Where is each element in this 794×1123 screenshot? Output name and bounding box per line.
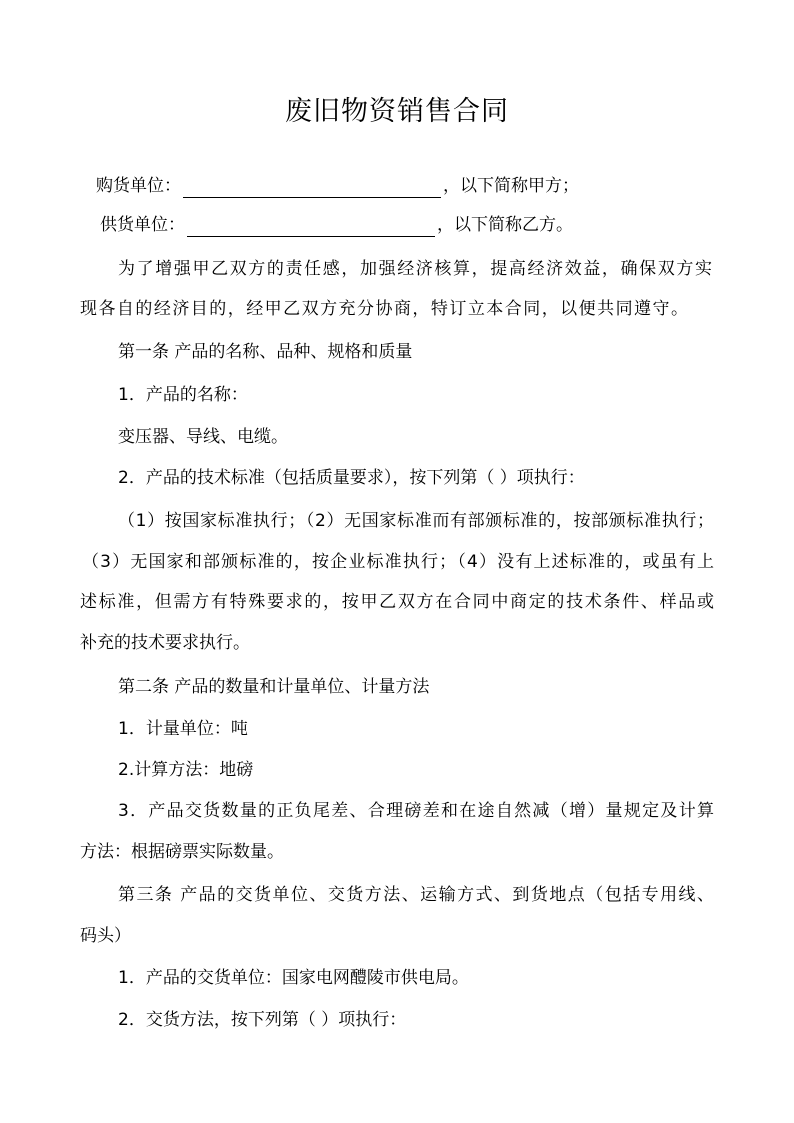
article-3-heading-line-1: 第三条 产品的交货单位、交货方法、运输方式、到货地点（包括专用线、 <box>118 885 714 905</box>
article-2-heading: 第二条 产品的数量和计量单位、计量方法 <box>118 677 430 697</box>
standards-option-line-3: 述标准，但需方有特殊要求的，按甲乙双方在合同中商定的技术条件、样品或 <box>80 592 714 612</box>
standards-option-line-1: （1）按国家标准执行；（2）无国家标准而有部颁标准的，按部颁标准执行； <box>118 511 714 531</box>
intro-line-2: 现各自的经济目的，经甲乙双方充分协商，特订立本合同，以便共同遵守。 <box>80 299 688 319</box>
standards-option-line-2: （3）无国家和部颁标准的，按企业标准执行；（4）没有上述标准的，或虽有上 <box>82 552 714 572</box>
buyer-blank-field[interactable] <box>183 179 441 198</box>
article-1-heading: 第一条 产品的名称、品种、规格和质量 <box>118 342 413 362</box>
buyer-line <box>96 174 579 198</box>
buyer-label: 购货单位： <box>96 176 181 196</box>
seller-label: 供货单位： <box>100 215 185 235</box>
article-2-item-1: 1．计量单位：吨 <box>118 719 248 739</box>
article-1-item-2: 2．产品的技术标准（包括质量要求），按下列第（ ）项执行： <box>118 468 585 488</box>
document-title: 废旧物资销售合同 <box>285 96 509 127</box>
seller-line <box>100 213 573 237</box>
intro-line-1: 为了增强甲乙双方的责任感，加强经济核算，提高经济效益，确保双方实 <box>118 259 712 279</box>
seller-blank-field[interactable] <box>187 218 435 237</box>
article-3-heading-line-2: 码头） <box>80 926 131 946</box>
article-1-item-1-value: 变压器、导线、电缆。 <box>118 427 288 447</box>
article-3-item-1: 1．产品的交货单位：国家电网醴陵市供电局。 <box>118 968 469 988</box>
seller-suffix: ，以下简称乙方。 <box>437 215 573 235</box>
buyer-suffix: ，以下简称甲方； <box>443 176 579 196</box>
article-2-item-3-line-2: 方法：根据磅票实际数量。 <box>80 842 284 862</box>
article-1-item-1-label: 1．产品的名称： <box>118 385 248 405</box>
article-3-item-2: 2．交货方法，按下列第（ ）项执行： <box>118 1010 407 1030</box>
standards-option-line-4: 补充的技术要求执行。 <box>80 633 250 653</box>
article-2-item-3-line-1: 3．产品交货数量的正负尾差、合理磅差和在途自然减（增）量规定及计算 <box>118 801 714 821</box>
article-2-item-2: 2.计算方法：地磅 <box>118 760 254 780</box>
